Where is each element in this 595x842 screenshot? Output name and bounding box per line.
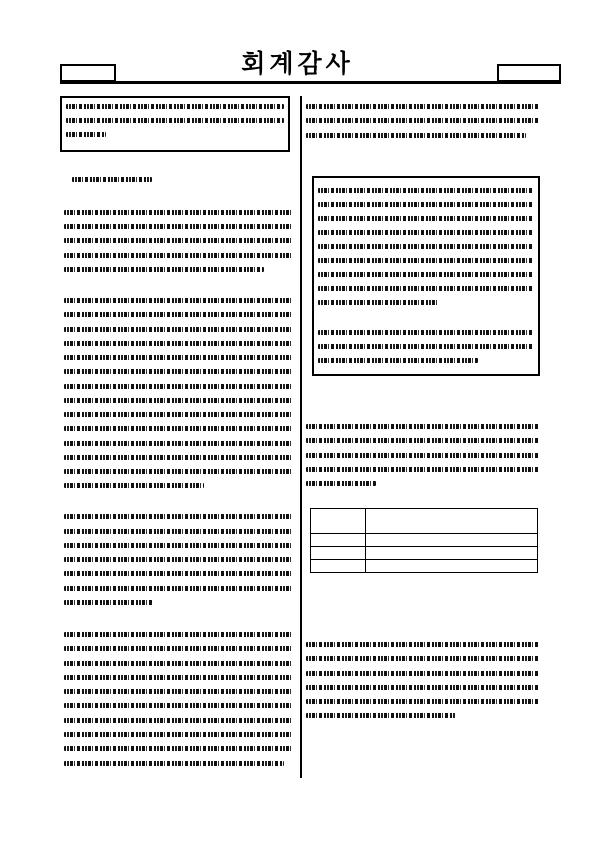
table-header-cell [311, 509, 366, 534]
table-row [311, 547, 538, 560]
header-rule [60, 81, 561, 84]
table-row [311, 560, 538, 573]
table-cell [311, 534, 366, 547]
table-row [311, 534, 538, 547]
left-header-tag [60, 64, 116, 82]
table-cell [366, 560, 538, 573]
table-header-cell [366, 509, 538, 534]
text-line [66, 118, 284, 123]
table-cell [311, 547, 366, 560]
document-title: 회계감사 [241, 49, 354, 78]
table-cell [311, 560, 366, 573]
text-line [66, 104, 284, 109]
summary-table [310, 508, 538, 573]
table-cell [366, 534, 538, 547]
table-cell [366, 547, 538, 560]
table-header-row [311, 509, 538, 534]
text-line [66, 132, 106, 137]
summary-box [60, 96, 290, 152]
right-header-tag [497, 64, 561, 82]
text-line [72, 177, 152, 182]
column-divider [300, 96, 302, 778]
highlight-box [312, 176, 540, 376]
